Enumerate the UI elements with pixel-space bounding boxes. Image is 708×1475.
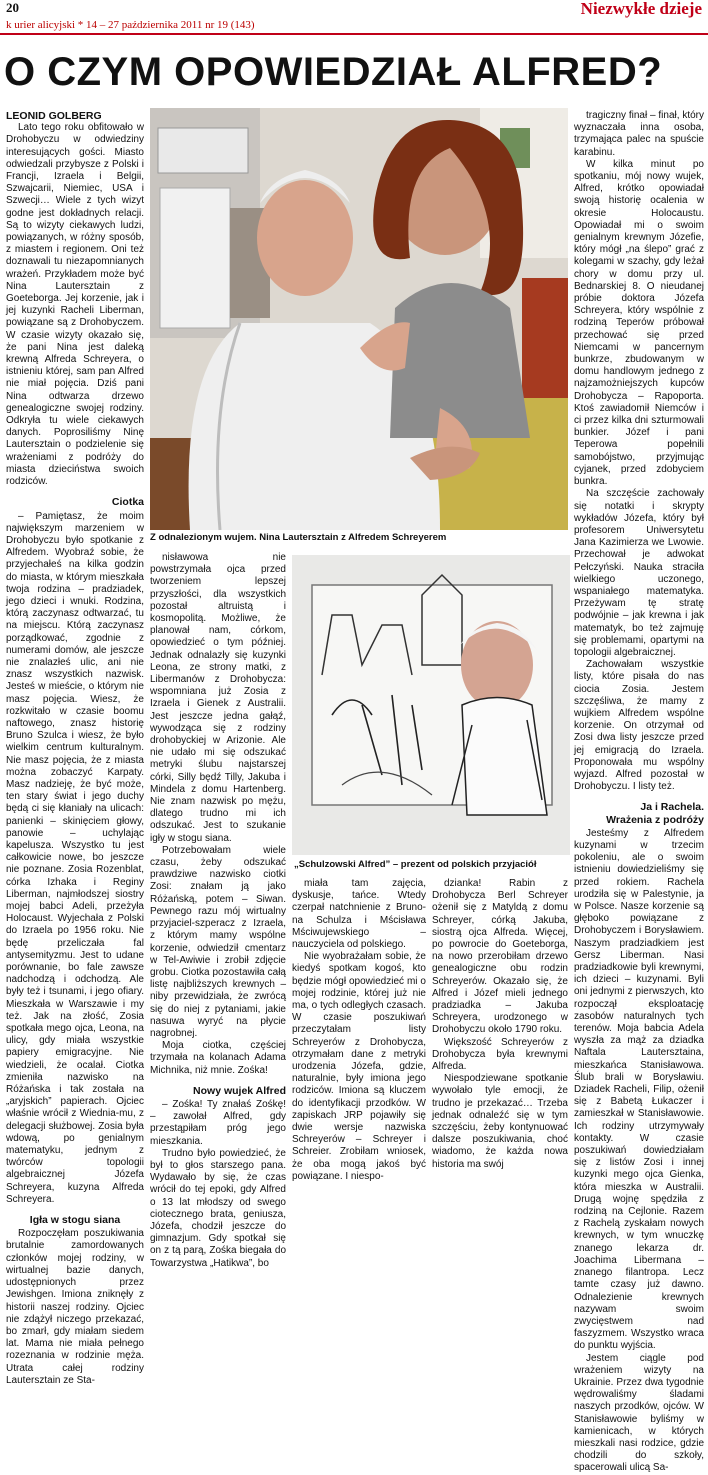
photo-illustration bbox=[150, 108, 568, 530]
header-rule bbox=[0, 33, 708, 35]
col2-paragraphs bbox=[150, 552, 286, 1077]
column-1 bbox=[6, 110, 144, 1386]
paragraph: Moja ciotka, częściej trzymała na kolanach Adama Michnika, niż mnie. Zośka! bbox=[150, 1040, 286, 1076]
paragraph: Zachowałam wszystkie listy, które pisała do nas ciocia Zosia. Jestem szczęśliwa, że mamy z wujkiem Alfredem wspólne korzenie. On otrzymał od Zosi dwa listy jeszcze przed jej emigracją do Izraela. Proponowała mu wspólny wyjazd. Alfred pozostał w Drohobyczu. I listy też. bbox=[574, 659, 704, 793]
paragraph: Nie wyobrażałam sobie, że kiedyś spotkam kogoś, kto będzie mógł opowiedzieć mi o mojej rodzinie, której już nie ma, o tych odległych czasach. W czasie poszukiwań przeczytałam listy Schreyerów z Drohobycza, otrzymałam dane z metryki urodzenia Józefa, gdzie, naturalnie, były imiona jego rodziców. Imiona są kluczem do identyfikacji przodków. W zapiskach JRP pojawiły się dwie wersje nazwiska Schreyerów – Schreyer i Schreier. Zrobiłam wniosek, że oba mogą jakoś być powiązane. I niespo- bbox=[292, 951, 426, 1182]
photo-caption-2: „Schulzowski Alfred” – prezent od polskich przyjaciół bbox=[294, 859, 537, 870]
paragraph: Jesteśmy z Alfredem kuzynami w trzecim pokoleniu, ale o swoim istnieniu dowiedzieliśmy się przed rokiem. Rachela urodziła się w Palestynie, ja w Polsce. Nasze korzenie są głęboko powiązane z Drohobyczem i Borysławiem. Naszym pradziadkiem jest Gersz Liberman. Nasi pradziadkowie byli krewnymi, ich dzieci – kuzynami. Byli oni jednymi z pierwszych, kto rozpoczął eksploatację zasobów naturalnych tych terenów. Moja babcia Adela wyszła za mąż za dziadka Naftala Lautersztaina, mieszkańca Stanisławowa. Ślub brali w Borysławiu. Dziadek Racheli, Filip, ożenił się z Babetą Łukaczer i zamieszkał w Stanisławowie. Ich rodziny utrzymywały kontakty. W czasie poszukiwań dowiedziałam się z listów Zosi i innej kuzynki mego ojca Gienka, która mieszka w Australii. Drugą wojnę spędziła z rodziną na Cejlonie. Razem z Rachelą zyskałam nowych krewnych, w tym wnuczkę znanego lekarza dr. Joachima Libermana – znanego filantropa. Lecz tamte czasy już dawno. Odnalezienie krewnych nazywam swoim zwycięstwem nad faszyzmem. Wszystko wraca do punktu wyjścia. bbox=[574, 827, 704, 1352]
paragraph: tragiczny finał – finał, który wyznaczała inna osoba, trzymająca palec na spuście karabinu. bbox=[574, 110, 704, 158]
paragraph: – Pamiętasz, że moim największym marzeniem w Drohobyczu było spotkanie z Alfredem. Wyobraź sobie, że przyjechałeś na kilka godzin do miasta, w którym mieszkała twoja rodzina – pradziadek, jego dzieci i wnuki. Rodzina, którą zaczynasz odtwarzać, tu na miejscu. Którą zaczynasz porządkować, zgodnie z numerami domów, ale jeszcze nie znalazłeś ulic, ani nie znasz wszystkich nazwisk. Jesteś w mieście, o którym nie masz pojęcia. Wiesz, że rozkwitało w czasie boomu naftowego, znasz historię Bruno Szulca i wiesz, że było wielkim centrum kulturalnym. Nie masz pojęcia, że z miasta można zobaczyć Karpaty. Masz nadzieję, że być może, ten stary świat i jego duchy będą ci się kłaniały na ulicach: panienki – skinięciem głowy, panowie – uchylając kapelusza. Wszystko tu jest całkowicie nowe, bo jeszcze nie poznane. Zosia Rozenblat, córka Izhaka i Reginy Liberman, najmłodszej siostry mojej babci Adeli, przeżyła Holocaust. Wyjechała z Polski do Izraela po 1956 roku. Nie będę przeliczała fal antysemityzmu. Jest to udane porównanie, bo fale zawsze nadchodzą i odchodzą. Ale były też i tsunami, i jego ofiary. Mieszkała w Warszawie i my też. Jak na złość, Zosia spotkała mego ojca, Leona, na ulicy, gdy miała wszystkie papiery emigracyjne. Nie wiedzieli, że ocalał. Ciotka zmieniła nazwisko na Różańska i tak została na „aryjskich” papierach. Ojciec właśnie wrócił z Wiednia-mu, z delegacji służbowej. Zosia była wdową, po genialnym matematyku, jednym z twórców topologii algebraicznej Józefa Schreyera, kuzyna Alfreda Schreyera. bbox=[6, 510, 144, 1205]
column-2 bbox=[150, 552, 286, 1269]
column-5 bbox=[574, 110, 704, 1474]
subheading-wujek: Nowy wujek Alfred bbox=[193, 1084, 286, 1097]
page-number: 20 bbox=[6, 0, 19, 15]
photo-caption-1: Z odnalezionym wujem. Nina Lautersztain z Alfredem Schreyerem bbox=[150, 532, 447, 543]
paragraph: Jestem ciągle pod wrażeniem wizyty na Ukrainie. Przez dwa tygodnie wędrowaliśmy śladami naszych przodków, ojców. W Stanisławowie byliśmy w kamienicach, w których mieszkali nasi rodzice, gdzie chodzili do szkoły, spacerowali ulicą Sa- bbox=[574, 1352, 704, 1474]
col1b-paragraphs bbox=[6, 511, 144, 1207]
col5b-paragraphs bbox=[574, 828, 704, 1475]
col4-paragraphs bbox=[432, 878, 568, 1171]
paragraph: Lato tego roku obfitowało w Drohobyczu w odwiedziny interesujących gości. Miasto odwiedzali przybysze z Polski i Francji, Izraela i Belgii, Szwajcarii, Niemiec, USA i Szwecji… Wiele z tych wizyt godne jest dokładnych relacji. Są to wizyty ciekawych ludzi, powiązanych, w różny sposób, z miastem i regionem. Oni też doznawali tu niezapomnianych wrażeń. Przykładem może być Nina Lautersztain z Goeteborga. Jej korzenie, jak i jej kuzynki Racheli Liberman, powiązane są z Drohobyczem. W czasie wizyty okazało się, że pani Nina jest daleką krewną Alfreda Schreyera, o istnieniu której, sam pan Alfred nie miał pojęcia. Dziś pani Nina odtwarza drzewo genealogiczne swojej rodziny. Odkryła tu wiele ciekawych danych. Poprosiliśmy Ninę Lautersztain o podzielenie się wrażeniami z podróży do miasta dzieciństwa swoich rodziców. bbox=[6, 122, 144, 488]
paragraph: Rozpoczęłam poszukiwania brutalnie zamordowanych członków mojej rodziny, w wirtualnej bazie danych, udostępnionych przez Jewishgen. Imiona zniknęły z historii naszej rodziny. Ojciec nie zdążył niczego przekazać, bo zmarł, gdy miałam siedem lat. Mama nie miała pełnego rozeznania w rodzinie męża. Utrata całej rodziny Lautersztain ze Sta- bbox=[6, 1228, 144, 1386]
paragraph: – Zośka! Ty znałaś Zośkę! – zawołał Alfred, gdy przestąpiłam próg jego mieszkania. bbox=[150, 1098, 286, 1147]
author-byline: LEONID GOLBERG bbox=[6, 110, 102, 122]
col2b-paragraphs bbox=[150, 1099, 286, 1270]
subheading-ciotka: Ciotka bbox=[111, 496, 144, 509]
paragraph: Na szczęście zachowały się notatki i skrypty wykładów Józefa, który był profesorem Uniwersytetu Jana Kazimierza we Lwowie. Przechował je adwokat Pełczyński. Nauka straciła wielkiego uczonego, wspaniałego matematyka. Przeżywam tę stratę podwójnie – jak krewna i jak matematyk, bo też zajmuję się problemami, opartymi na topologii algebraicznej. bbox=[574, 488, 704, 658]
col3-paragraphs bbox=[292, 878, 426, 1183]
photo-schulz-drawing bbox=[292, 555, 570, 855]
article-headline: O CZYM OPOWIEDZIAŁ ALFRED? bbox=[4, 50, 663, 94]
col1-paragraphs bbox=[6, 122, 144, 488]
publication-info: k urier alicyjski * 14 – 27 października 2011 nr 19 (143) bbox=[6, 19, 255, 31]
photo-nina-and-alfred bbox=[150, 108, 568, 530]
drawing-illustration bbox=[292, 555, 570, 855]
section-title: Niezwykłe dzieje bbox=[580, 0, 702, 18]
paragraph: Potrzebowałam wiele czasu, żeby odszukać prawdziwe nazwisko ciotki Zosi: znałam ją jako Różańską, potem – Siwan. Pewnego razu mój wirtualny przyjaciel-szperacz z Izraela, z którym mamy wspólne korzenie, odwiedził cmentarz w Tel-Awiwie i zrobił zdjęcie grobu. Ciotka pozostawiła całą listę najbliższych krewnych – niby przewidziała, że zwrócą się do niej z pytaniami, jakie nasuwa wyryć na płycie nagrobnej. bbox=[150, 844, 286, 1039]
paragraph: Większość Schreyerów z Drohobycza była krewnymi Alfreda. bbox=[432, 1036, 568, 1073]
paragraph: Trudno było powiedzieć, że był to głos starszego pana. Wydawało by się, że czas wrócił do tej epoki, gdy Alfred o 13 lat młodszy od swego ciotecznego brata, geniusza, Józefa, chodził jeszcze do gimnazjum. Gdy spotkał się on z tą parą, Zośka biegała do Towarzystwa „Hatikwa”, bo bbox=[150, 1147, 286, 1269]
paragraph: dzianka! Rabin z Drohobycza Berl Schreyer ożenił się z Matyldą z domu Schreyer, córką Jakuba, siostrą ojca Alfreda. Więcej, po powrocie do Goeteborga, na nowo przerobiłam drzewo genealogiczne obu rodzin Schreyerów. Okazało się, że Alfred i Józef mieli jednego pradziadka – Jakuba Schreyera, urodzonego w Drohobyczu około 1790 roku. bbox=[432, 878, 568, 1036]
column-3 bbox=[292, 878, 426, 1182]
paragraph: W kilka minut po spotkaniu, mój nowy wujek, Alfred, krótko opowiadał swoją historię ocalenia w okresie Holocaustu. Opowiadał mi o swoim genialnym krewnym Józefie, który mógł „na ślepo” grać z kolegami w szachy, gdy leżał chory w domu przy ul. Bednarskiej 8. O nieudanej próbie doktora Józefa Schreyera, który wspólnie z rodziną Teperów próbował przechować się przed Niemcami w pancernym bunkrze, zbudowanym w domu handlowym jednego z najzamożniejszych kupców Drohobycza – Rapoporta. Ktoś zawiadomił Niemców i ci przez kilka dni szturmowali bunkier. Józef i pani Teperowa popełnili samobójstwo, przyjmując cyjanek, przed zdobyciem bunkra. bbox=[574, 158, 704, 488]
paragraph: Niespodziewane spotkanie wywołało tyle emocji, że trudno je przekazać… Trzeba jednak odnaleźć się w tym szczęściu, żeby kontynuować dalsze poszukiwania, choć wiadomo, że każda nowa historia ma swój bbox=[432, 1073, 568, 1170]
subheading-igla: Igła w stogu siana bbox=[29, 1214, 121, 1227]
paragraph: nisławowa nie powstrzymała ojca przed tworzeniem lepszej przyszłości, dla wszystkich pozostał altruistą i kosmopolitą. Możliwe, że planował nam, córkom, opowiedzieć o tym później. Jednak odnalazły się kuzynki Leona, ze strony matki, z Libermanów z Drohobycza: wspomniana już Zosia z Izraela i Gienek z Australii. Jest jeszcze jedna gałąź, wywodząca się z rodziny drohobyckiej w Arizonie. Ale nie udało mi się odszukać metryki ślubu najstarszej córki, Silly będź Tilly, Jakuba i Mindela z domu Hartenberg. Nie znam nazwisk po mężu, dlatego trudno mi ich odszukać. Jest to szukanie igły w stogu siana. bbox=[150, 552, 286, 844]
col5-paragraphs bbox=[574, 110, 704, 793]
subheading-ja-i-rachela: Ja i Rachela. Wrażenia z podróży bbox=[606, 801, 704, 826]
paragraph: miała tam zajęcia, dyskusje, tańce. Wtedy czerpał natchnienie z Bruno-na Schulza i Mścisława Mściwujewskiego – nauczyciela od polskiego. bbox=[292, 878, 426, 951]
column-4 bbox=[432, 878, 568, 1170]
col1c-paragraphs bbox=[6, 1228, 144, 1387]
